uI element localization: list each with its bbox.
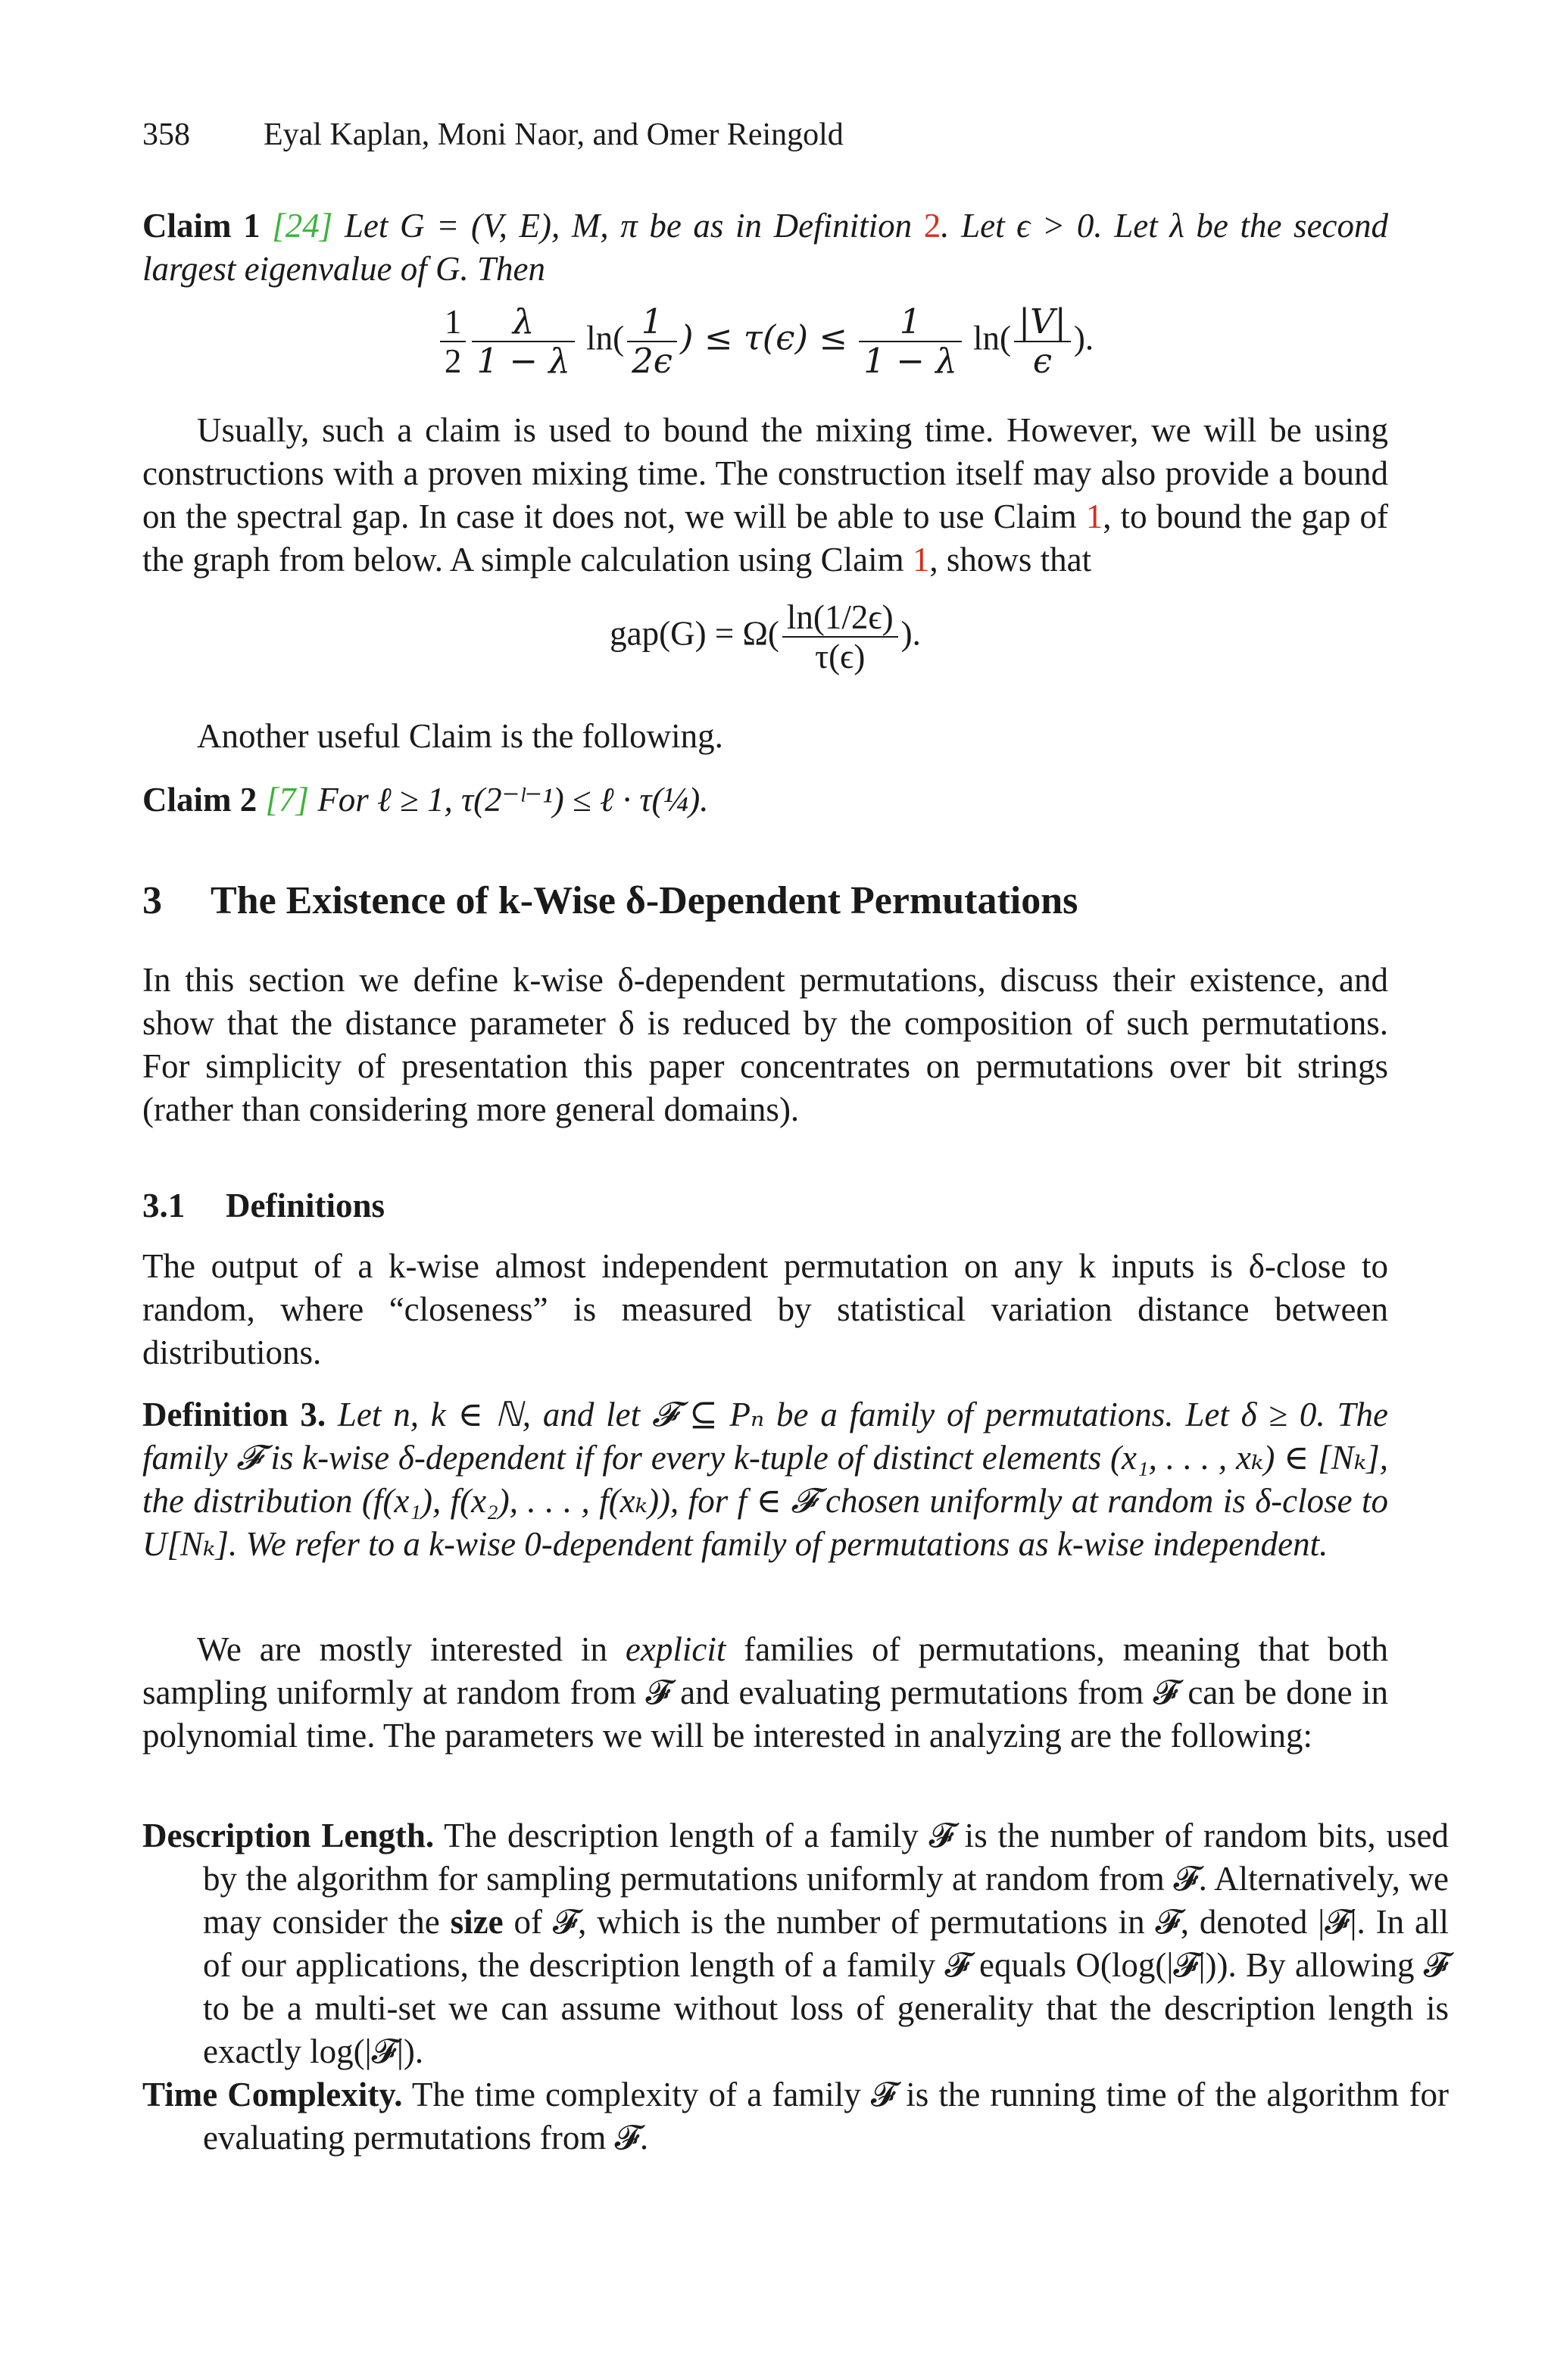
running-header xyxy=(142,114,844,156)
definition-3-label: Definition 3. xyxy=(142,1396,326,1433)
eq2-num: ln(1/2ϵ) xyxy=(782,598,898,638)
eq1-one2: 1 xyxy=(859,303,961,342)
gap-equation xyxy=(142,598,1388,675)
eq1-V: |V| xyxy=(1014,303,1071,342)
claim-1-link-a[interactable]: 1 xyxy=(1085,498,1103,535)
paragraph-another-claim: Another useful Claim is the following. xyxy=(197,717,723,755)
definition-3-text: Let n, k ∈ ℕ, and let 𝓕 ⊆ Pₙ be a family of permutations. Let δ ≥ 0. The family 𝓕 is k-wise δ-dependent if for every k-tuple of distinct elements (x₁, . . . , xₖ) ∈ [Nₖ], the distribution (f(x₁), f(x₂), . . . , f(xₖ)), for f ∈ 𝓕 chosen uniformly at random is δ-close to U[Nₖ]. We refer to a k-wise 0-dependent family of permutations as k-wise independent. xyxy=(142,1396,1388,1563)
eq2-close: ). xyxy=(900,614,921,653)
claim-1-equation xyxy=(142,303,1388,380)
description-length-label: Description Length. xyxy=(142,1817,435,1854)
running-authors: Eyal Kaplan, Moni Naor, and Omer Reingold xyxy=(264,117,844,152)
para3-text-b: families of permutations, meaning that both sampling uniformly at random from 𝓕 and evaluating permutations from 𝓕 can be done in polynomial time. The parameters we will be interested in analyzing are the following: xyxy=(142,1630,1388,1755)
description-length-text-a: The description length of a family 𝓕 is the number of random bits, used by the algorithm for sampling permutations uniformly at random from 𝓕. Alternatively, we may consider the xyxy=(203,1817,1449,1941)
claim-2-label: Claim 2 xyxy=(142,781,257,819)
claim-1-text-a: Let G = (V, E), M, π be as in Definition xyxy=(344,207,913,245)
time-complexity-item xyxy=(142,2073,1449,2160)
eq1-close: ). xyxy=(1073,319,1094,357)
eq1-two-eps: 2ϵ xyxy=(632,341,673,381)
eq1-ln2: ln( xyxy=(973,319,1012,357)
claim-1 xyxy=(142,204,1388,291)
para3-text-a: We are mostly interested in xyxy=(197,1630,626,1668)
claim-2-text: For ℓ ≥ 1, τ(2⁻ˡ⁻¹) ≤ ℓ · τ(¼). xyxy=(317,781,709,819)
description-length-bold: size xyxy=(450,1903,504,1941)
paragraph-mixing-time xyxy=(142,409,1388,582)
section-3-intro: In this section we define k-wise δ-dependent permutations, discuss their existence, and show that the distance parameter δ is reduced by the composition of such permutations. For simplicity of presentation this paper concentrates on permutations over bit strings (rather than considering more general domains). xyxy=(142,961,1388,1128)
para1-text-a: Usually, such a claim is used to bound the mixing time. However, we will be using constructions with a proven mixing time. The construction itself may also provide a bound on the spectral gap. In case it does not, we will be able to use Claim xyxy=(142,411,1388,535)
definition-3 xyxy=(142,1393,1388,1566)
eq1-ln1: ln( xyxy=(586,319,625,357)
para1-text-c: , shows that xyxy=(929,541,1092,579)
eq1-one: 1 xyxy=(627,303,677,342)
eq1-half-den: 2 xyxy=(444,342,462,380)
time-complexity-text: The time complexity of a family 𝓕 is the running time of the algorithm for evaluating permutations from 𝓕. xyxy=(203,2076,1449,2157)
eq1-one-minus-lambda: 1 − λ xyxy=(863,341,957,381)
eq1-lambda-num: λ xyxy=(472,303,574,342)
section-3-title: The Existence of k-Wise δ-Dependent Permutations xyxy=(211,879,1078,922)
subsection-3-1-text: The output of a k-wise almost independent permutation on any k inputs is δ-close to random, where “closeness” is measured by statistical variation distance between distributions. xyxy=(142,1247,1388,1371)
claim-1-link-b[interactable]: 1 xyxy=(912,541,930,579)
citation-7[interactable]: [7] xyxy=(265,781,310,819)
citation-24[interactable]: [24] xyxy=(272,207,333,245)
eq2-lhs: gap(G) = Ω( xyxy=(610,614,779,653)
section-3-heading xyxy=(142,877,1078,925)
claim-1-text-b: . Let ϵ > 0. Let λ be the second largest eigenvalue of G. Then xyxy=(142,207,1389,288)
subsection-3-1-heading xyxy=(142,1184,385,1227)
page-number: 358 xyxy=(142,117,190,152)
section-3-number: 3 xyxy=(142,879,162,922)
eq2-den: τ(ϵ) xyxy=(815,638,866,675)
claim-1-label: Claim 1 xyxy=(142,207,261,245)
eq1-eps: ϵ xyxy=(1032,341,1053,381)
eq1-mid: ) ≤ τ(ϵ) ≤ xyxy=(679,317,848,358)
definition-2-link[interactable]: 2 xyxy=(923,207,941,245)
claim-2 xyxy=(142,778,1388,822)
eq1-lambda-den: 1 − λ xyxy=(476,341,570,381)
para1-text-b: , to bound the gap of the graph from below. A simple calculation using Claim xyxy=(142,498,1388,579)
description-length-item xyxy=(142,1814,1449,2073)
eq1-half-num: 1 xyxy=(440,303,467,342)
paragraph-explicit-families xyxy=(142,1628,1388,1758)
subsection-3-1-title: Definitions xyxy=(226,1187,385,1224)
time-complexity-label: Time Complexity. xyxy=(142,2076,403,2113)
para3-emphasis: explicit xyxy=(625,1630,726,1668)
description-length-text-b: of 𝓕, which is the number of permutations in 𝓕, denoted |𝓕|. In all of our applications, the description length of a family 𝓕 equals O(log(|𝓕|)). By allowing 𝓕 to be a multi-set we can assume without loss of generality that the description length is exactly log(|𝓕|). xyxy=(203,1903,1449,2070)
subsection-3-1-number: 3.1 xyxy=(142,1187,186,1224)
